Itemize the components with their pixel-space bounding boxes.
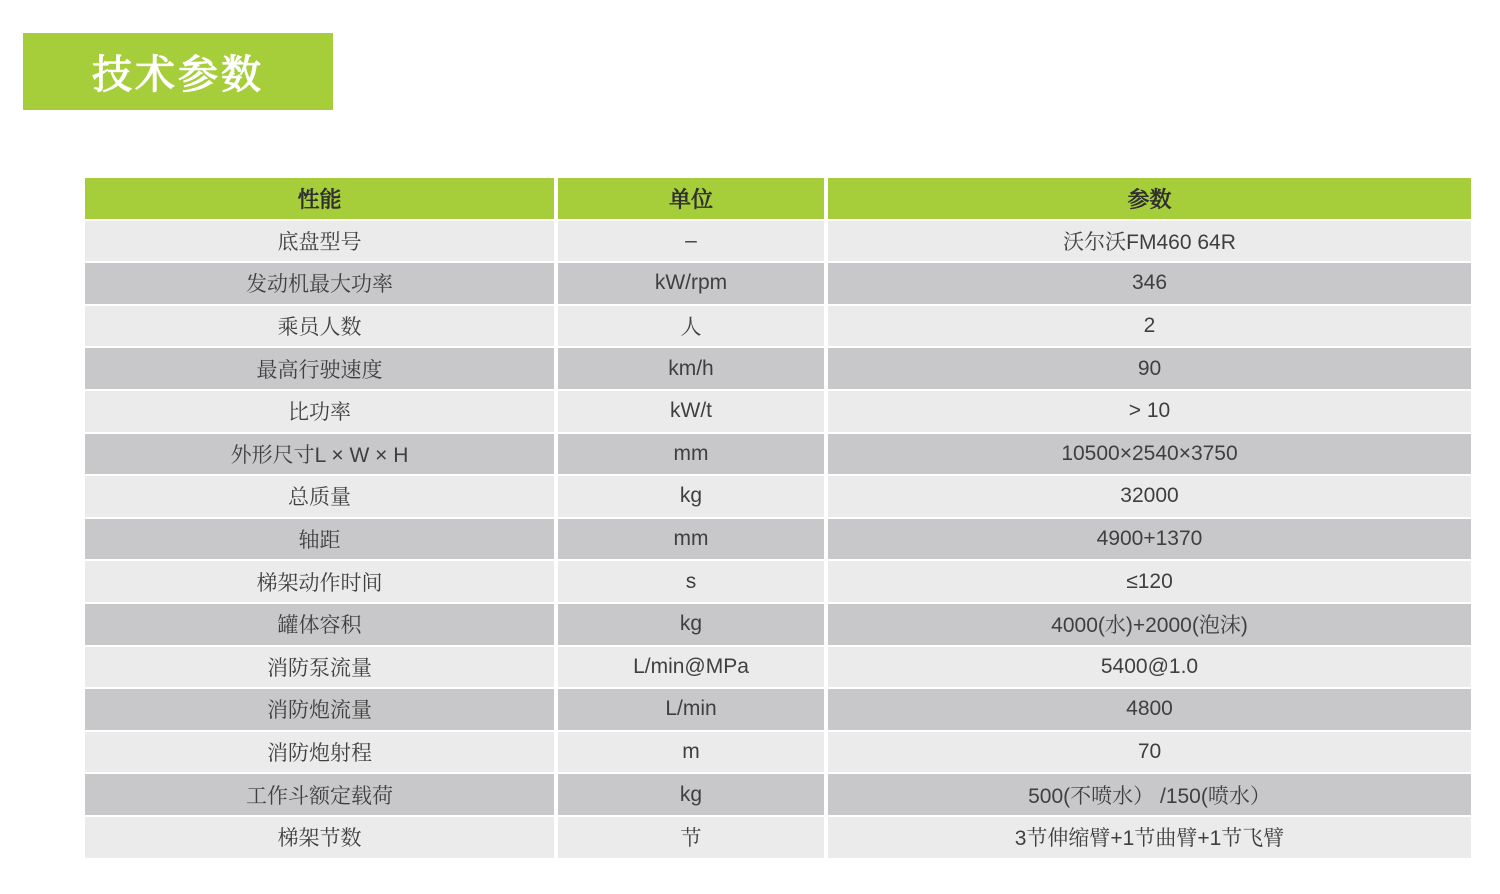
table-header-performance: 性能 bbox=[85, 178, 554, 219]
row-value-ladder-action-time: ≤120 bbox=[828, 561, 1471, 602]
row-value-fire-pump-flow: 5400@1.0 bbox=[828, 647, 1471, 688]
row-name-crew-count: 乘员人数 bbox=[85, 306, 554, 347]
row-value-gross-weight: 32000 bbox=[828, 476, 1471, 517]
page-title-banner bbox=[23, 33, 333, 110]
row-unit-specific-power: kW/t bbox=[558, 391, 824, 432]
row-unit-gross-weight: kg bbox=[558, 476, 824, 517]
row-unit-fire-monitor-flow: L/min bbox=[558, 689, 824, 730]
row-value-engine-max-power: 346 bbox=[828, 263, 1471, 304]
row-name-wheelbase: 轴距 bbox=[85, 519, 554, 560]
table-header-parameter: 参数 bbox=[828, 178, 1471, 219]
row-name-fire-monitor-flow: 消防炮流量 bbox=[85, 689, 554, 730]
row-unit-wheelbase: mm bbox=[558, 519, 824, 560]
row-name-ladder-sections: 梯架节数 bbox=[85, 817, 554, 858]
row-unit-fire-monitor-range: m bbox=[558, 732, 824, 773]
table-header-unit: 单位 bbox=[558, 178, 824, 219]
row-name-tank-capacity: 罐体容积 bbox=[85, 604, 554, 645]
row-name-ladder-action-time: 梯架动作时间 bbox=[85, 561, 554, 602]
row-unit-overall-dimensions: mm bbox=[558, 434, 824, 475]
row-value-fire-monitor-range: 70 bbox=[828, 732, 1471, 773]
row-name-overall-dimensions: 外形尺寸L × W × H bbox=[85, 434, 554, 475]
row-value-tank-capacity: 4000(水)+2000(泡沫) bbox=[828, 604, 1471, 645]
row-name-max-speed: 最高行驶速度 bbox=[85, 348, 554, 389]
row-name-gross-weight: 总质量 bbox=[85, 476, 554, 517]
row-unit-fire-pump-flow: L/min@MPa bbox=[558, 647, 824, 688]
row-unit-tank-capacity: kg bbox=[558, 604, 824, 645]
row-name-platform-rated-load: 工作斗额定载荷 bbox=[85, 774, 554, 815]
row-value-ladder-sections: 3节伸缩臂+1节曲臂+1节飞臂 bbox=[828, 817, 1471, 858]
row-value-crew-count: 2 bbox=[828, 306, 1471, 347]
row-unit-platform-rated-load: kg bbox=[558, 774, 824, 815]
row-name-chassis-model: 底盘型号 bbox=[85, 221, 554, 262]
spec-table bbox=[85, 178, 1471, 858]
row-name-engine-max-power: 发动机最大功率 bbox=[85, 263, 554, 304]
row-value-chassis-model: 沃尔沃FM460 64R bbox=[828, 221, 1471, 262]
row-unit-chassis-model: – bbox=[558, 221, 824, 262]
row-value-overall-dimensions: 10500×2540×3750 bbox=[828, 434, 1471, 475]
row-name-fire-monitor-range: 消防炮射程 bbox=[85, 732, 554, 773]
row-value-platform-rated-load: 500(不喷水） /150(喷水） bbox=[828, 774, 1471, 815]
row-value-specific-power: > 10 bbox=[828, 391, 1471, 432]
row-value-wheelbase: 4900+1370 bbox=[828, 519, 1471, 560]
row-unit-engine-max-power: kW/rpm bbox=[558, 263, 824, 304]
page-title: 技术参数 bbox=[92, 53, 264, 97]
row-name-fire-pump-flow: 消防泵流量 bbox=[85, 647, 554, 688]
row-value-fire-monitor-flow: 4800 bbox=[828, 689, 1471, 730]
row-name-specific-power: 比功率 bbox=[85, 391, 554, 432]
row-unit-crew-count: 人 bbox=[558, 306, 824, 347]
row-unit-ladder-sections: 节 bbox=[558, 817, 824, 858]
row-unit-ladder-action-time: s bbox=[558, 561, 824, 602]
row-unit-max-speed: km/h bbox=[558, 348, 824, 389]
row-value-max-speed: 90 bbox=[828, 348, 1471, 389]
